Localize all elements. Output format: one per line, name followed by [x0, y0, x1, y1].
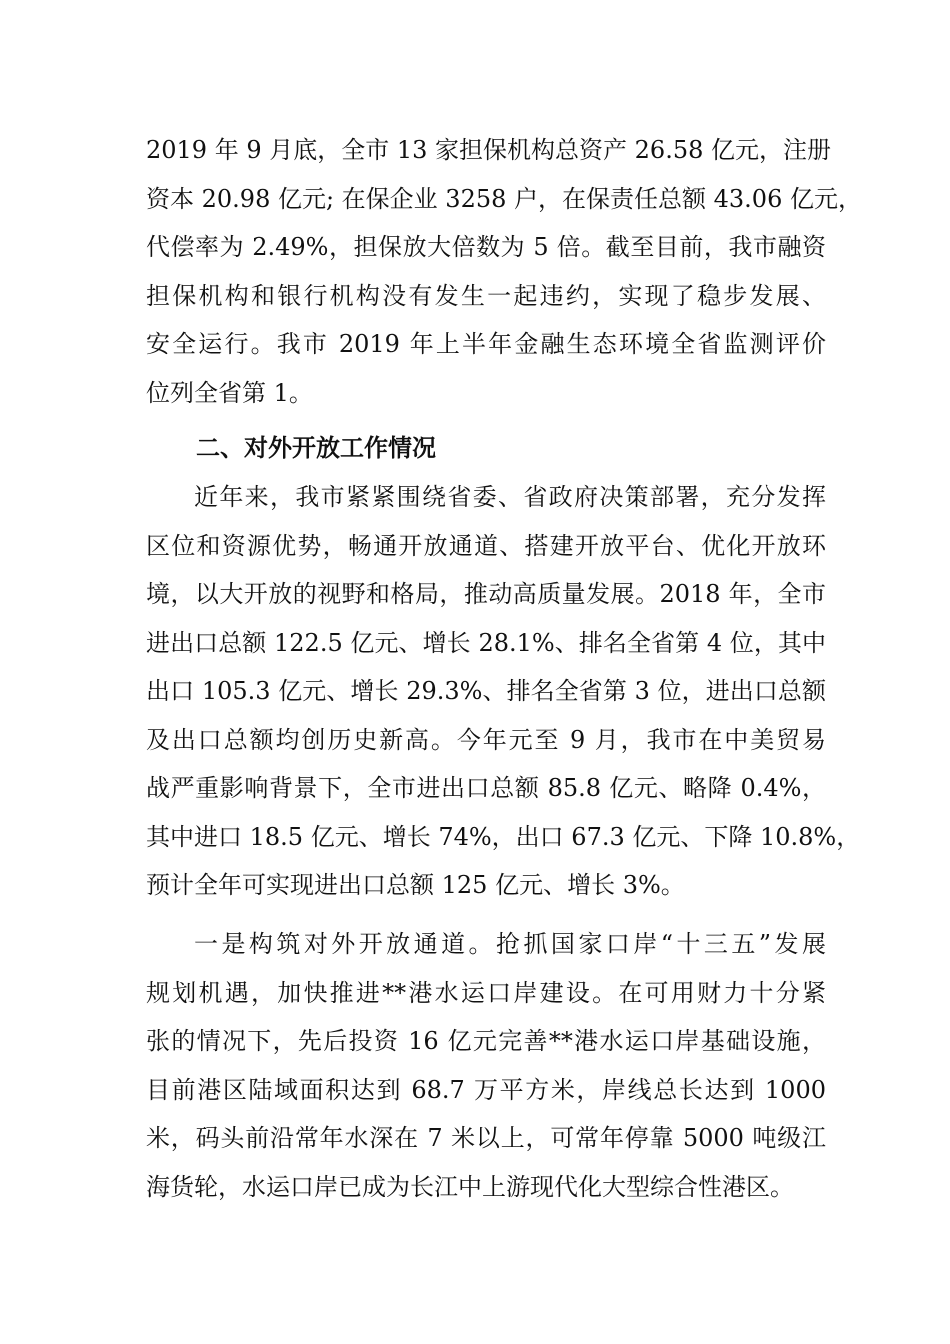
text-line: 及出口总额均创历史新高。今年元至 9 月，我市在中美贸易	[146, 725, 826, 754]
text-line: 规划机遇，加快推进**港水运口岸建设。在可用财力十分紧	[146, 978, 826, 1007]
text-line: 资本 20.98 亿元; 在保企业 3258 户，在保责任总额 43.06 亿元，	[146, 184, 862, 213]
text-line: 境，以大开放的视野和格局，推动高质量发展。2018 年，全市	[146, 580, 826, 608]
text-line: 进出口总额 122.5 亿元、增长 28.1%、排名全省第 4 位，其中	[146, 628, 826, 657]
paragraph-opening-up	[146, 473, 861, 910]
text-line: 出口 105.3 亿元、增长 29.3%、排名全省第 3 位，进出口总额	[146, 677, 826, 705]
text-line: 预计全年可实现进出口总额 125 亿元、增长 3%。	[146, 871, 685, 899]
text-line: 代偿率为 2.49%，担保放大倍数为 5 倍。截至目前，我市融资	[146, 233, 826, 261]
text-line: 位列全省第 1。	[146, 378, 313, 407]
section-heading: 二、对外开放工作情况	[196, 434, 436, 462]
text-line: 海货轮，水运口岸已成为长江中上游现代化大型综合性港区。	[146, 1172, 794, 1201]
text-line: 近年来，我市紧紧围绕省委、省政府决策部署，充分发挥	[194, 483, 826, 511]
text-line: 一是构筑对外开放通道。抢抓国家口岸“十三五”发展	[194, 930, 826, 958]
paragraph-guarantee-institutions	[146, 126, 862, 417]
text-line: 2019 年 9 月底，全市 13 家担保机构总资产 26.58 亿元，注册	[146, 136, 831, 164]
text-line: 目前港区陆域面积达到 68.7 万平方米，岸线总长达到 1000	[146, 1075, 826, 1104]
text-line: 张的情况下，先后投资 16 亿元完善**港水运口岸基础设施，	[146, 1027, 826, 1055]
text-line: 米，码头前沿常年水深在 7 米以上，可常年停靠 5000 吨级江	[146, 1124, 826, 1152]
text-line: 其中进口 18.5 亿元、增长 74%，出口 67.3 亿元、下降 10.8%，	[146, 822, 861, 851]
text-line: 安全运行。我市 2019 年上半年金融生态环境全省监测评价	[146, 330, 826, 358]
text-line: 区位和资源优势，畅通开放通道、搭建开放平台、优化开放环	[146, 531, 826, 560]
paragraph-port-channel	[146, 920, 826, 1211]
text-line: 担保机构和银行机构没有发生一起违约，实现了稳步发展、	[146, 281, 826, 310]
text-line: 战严重影响背景下，全市进出口总额 85.8 亿元、略降 0.4%，	[146, 774, 826, 802]
section-heading-block	[146, 424, 826, 473]
